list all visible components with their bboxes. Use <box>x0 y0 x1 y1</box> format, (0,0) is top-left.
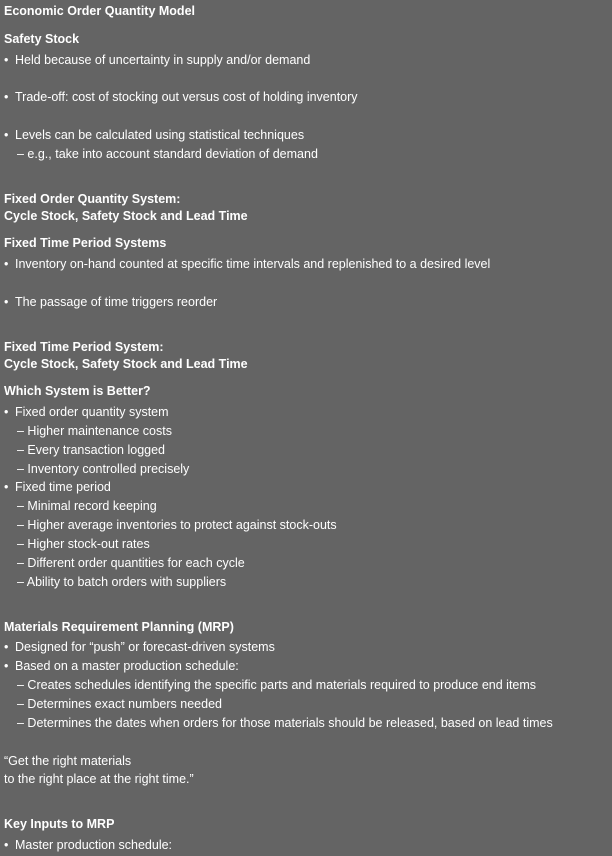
fixed-time-systems-heading: Fixed Time Period Systems <box>4 236 167 250</box>
list-item-text: The passage of time triggers reorder <box>15 295 218 309</box>
list-item-text: Based on a master production schedule: <box>15 659 239 673</box>
fixed-time-heading-line-1: Fixed Time Period System: <box>4 340 164 354</box>
bullet-icon: • <box>4 640 9 654</box>
list-item-text: Fixed time period <box>15 480 111 494</box>
sub-list-item: – Higher average inventories to protect against stock-outs <box>17 518 337 532</box>
sub-list-item: – Determines the dates when orders for those materials should be released, based on lead times <box>17 716 553 730</box>
fixed-order-heading-line-2: Cycle Stock, Safety Stock and Lead Time <box>4 209 248 223</box>
sub-list-item: – Different order quantities for each cycle <box>17 556 245 570</box>
mrp-quote-line-1: “Get the right materials <box>4 754 132 768</box>
sub-list-item: – e.g., take into account standard deviation of demand <box>17 147 318 161</box>
sub-list-item: – Determines exact numbers needed <box>17 697 222 711</box>
bullet-icon: • <box>4 295 9 309</box>
list-item-text: Levels can be calculated using statistical techniques <box>15 128 305 142</box>
list-item-text: Designed for “push” or forecast-driven systems <box>15 640 275 654</box>
list-item <box>4 257 490 272</box>
safety-stock-heading: Safety Stock <box>4 32 80 46</box>
key-inputs-heading: Key Inputs to MRP <box>4 817 115 831</box>
list-item-text: Held because of uncertainty in supply and/or demand <box>15 53 311 67</box>
list-item <box>4 128 304 143</box>
list-item <box>4 90 358 105</box>
which-better-heading: Which System is Better? <box>4 384 151 398</box>
list-item <box>4 405 169 420</box>
sub-list-item: – Every transaction logged <box>17 443 166 457</box>
bullet-icon: • <box>4 90 9 104</box>
bullet-icon: • <box>4 405 9 419</box>
sub-list-item: – Creates schedules identifying the specific parts and materials required to produce end items <box>17 678 537 692</box>
bullet-icon: • <box>4 128 9 142</box>
sub-list-item: – Ability to batch orders with suppliers <box>17 575 227 589</box>
list-item-text: Trade-off: cost of stocking out versus cost of holding inventory <box>15 90 358 104</box>
bullet-icon: • <box>4 53 9 67</box>
list-item-text: Fixed order quantity system <box>15 405 169 419</box>
list-item <box>4 295 217 310</box>
page-title: Economic Order Quantity Model <box>4 4 195 18</box>
mrp-heading: Materials Requirement Planning (MRP) <box>4 620 234 634</box>
sub-list-item: – Inventory controlled precisely <box>17 462 190 476</box>
bullet-icon: • <box>4 480 9 494</box>
list-item <box>4 838 172 853</box>
list-item <box>4 659 239 674</box>
list-item-text: Master production schedule: <box>15 838 173 852</box>
sub-list-item: – Higher stock-out rates <box>17 537 150 551</box>
sub-list-item: – Minimal record keeping <box>17 499 157 513</box>
list-item-text: Inventory on-hand counted at specific time intervals and replenished to a desired level <box>15 257 491 271</box>
sub-list-item: – Higher maintenance costs <box>17 424 172 438</box>
mrp-quote-line-2: to the right place at the right time.” <box>4 772 194 786</box>
list-item <box>4 53 310 68</box>
fixed-order-heading-line-1: Fixed Order Quantity System: <box>4 192 181 206</box>
fixed-time-heading-line-2: Cycle Stock, Safety Stock and Lead Time <box>4 357 248 371</box>
bullet-icon: • <box>4 257 9 271</box>
list-item <box>4 640 275 655</box>
bullet-icon: • <box>4 838 9 852</box>
list-item <box>4 480 111 495</box>
bullet-icon: • <box>4 659 9 673</box>
